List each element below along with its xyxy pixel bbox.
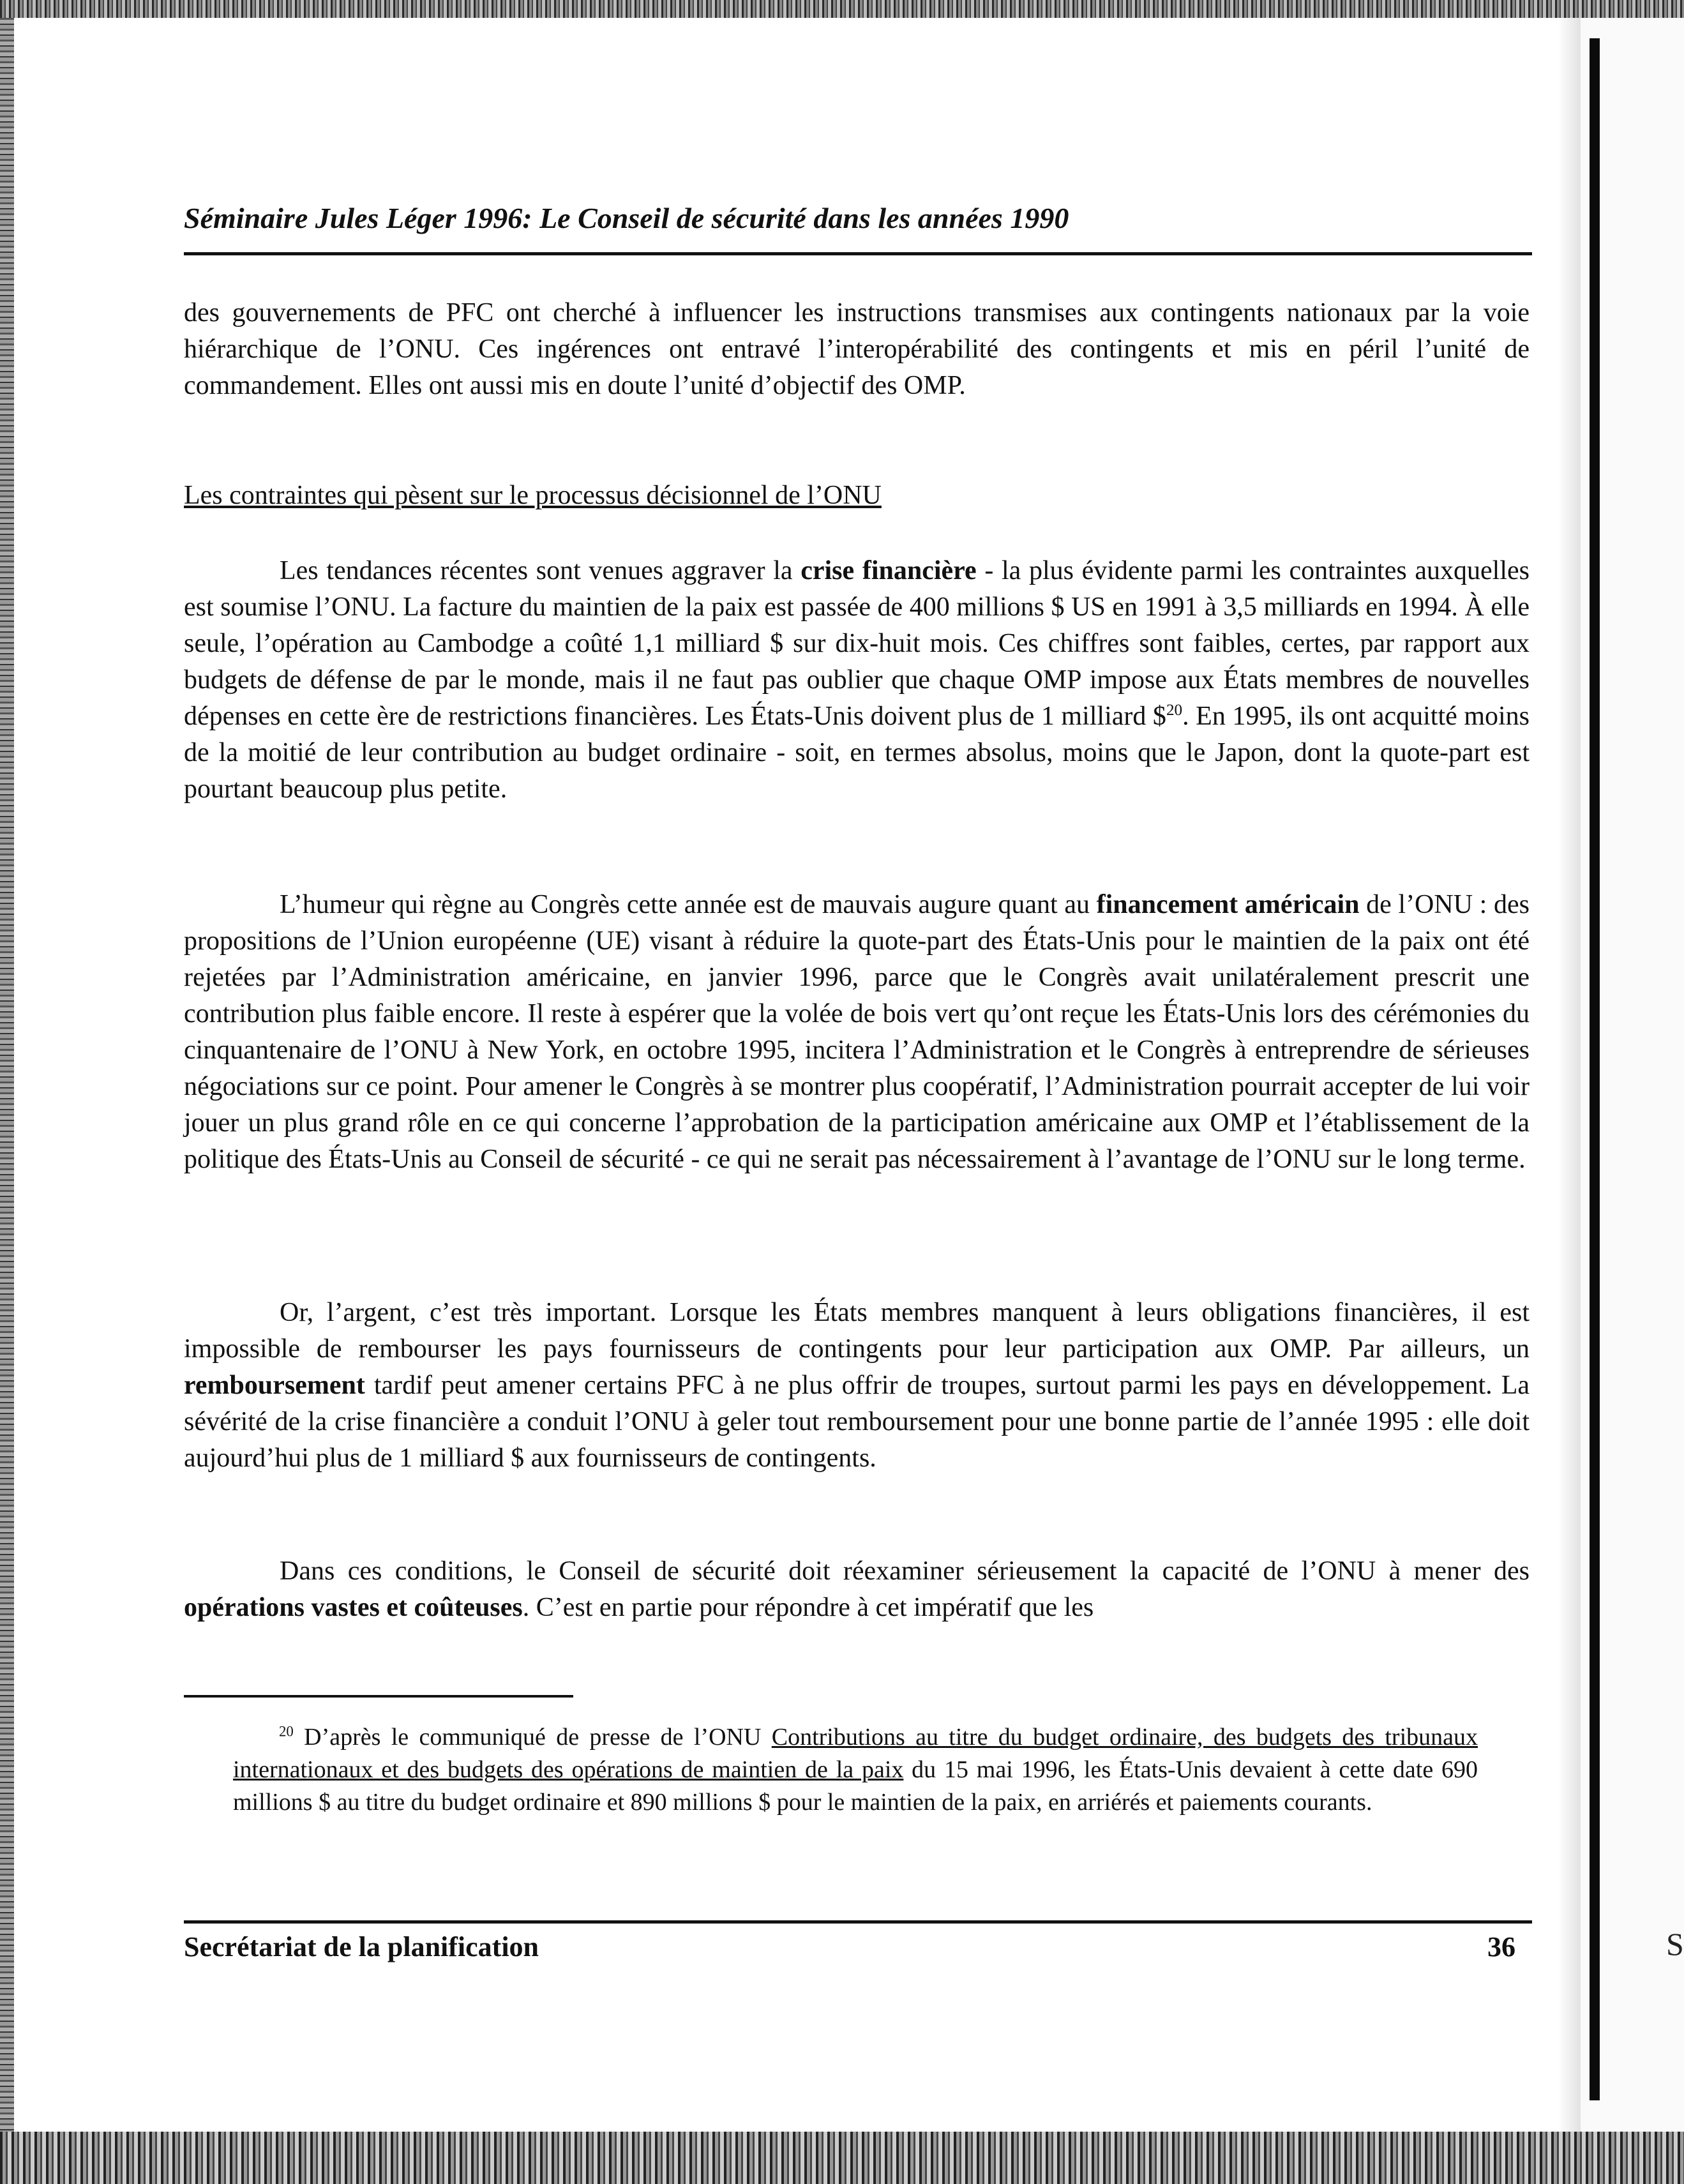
paragraph-4: Or, l’argent, c’est très important. Lorsque les États membres manquent à leurs obligations financières, il est impossible de rembourser les pays fournisseurs de contingents pour leur participation aux OMP. Par ailleurs, un remboursement tardif peut amener certains PFC à ne plus offrir de troupes, surtout parmi les pays en développement. La sévérité de la crise financière a conduit l’ONU à geler tout remboursement pour une bonne partie de l’année 1995 : elle doit aujourd’hui plus de 1 milliard $ aux fournisseurs de contingents. (184, 1298, 1530, 1473)
header-rule (184, 252, 1532, 255)
footnote-20: $^{20}$ D’après le communiqué de presse de l’ONU Contributions au titre du budget ordinaire, des budgets des tribunaux internationaux et des budgets des opérations de maintien de la paix du 15 mai 1996, les États-Unis devaient à cette date 690 millions $ au titre du budget ordinaire et 890 millions $ pour le maintien de la paix, en arriérés et paiements courants. (233, 1723, 1478, 1816)
running-header: Séminaire Jules Léger 1996: Le Conseil de sécurité dans les années 1990 (184, 202, 1069, 234)
footnote-ref: 20 (1166, 702, 1183, 719)
page-number: 36 (1487, 1931, 1515, 1962)
paragraph-5: Dans ces conditions, le Conseil de sécurité doit réexaminer sérieusement la capacité de l’ONU à mener des opérations vastes et coûteuses. C’est en partie pour répondre à cet impératif que les (184, 1556, 1530, 1622)
book-spine (1590, 38, 1600, 2100)
scan-border-left (0, 18, 14, 2132)
paragraph-3: L’humeur qui règne au Congrès cette année est de mauvais augure quant au financement américain de l’ONU : des propositions de l’Union européenne (UE) visant à réduire la quote-part des États-Unis pour le maintien de la paix ont été rejetées par l’Administration américaine, en janvier 1996, parce que le Congrès avait unilatéralement prescrit une contribution plus faible encore. Il reste à espérer que la volée de bois vert qu’ont reçue les États-Unis lors des cérémonies du cinquantenaire de l’ONU à New York, en octobre 1995, incitera l’Administration et le Congrès à entreprendre de sérieuses négociations sur ce point. Pour amener le Congrès à se montrer plus coopératif, l’Administration pourrait accepter de lui voir jouer un plus grand rôle en ce qui concerne l’approbation de la participation américaine aux OMP et l’établissement de la politique des États-Unis au Conseil de sécurité - ce qui ne serait pas nécessairement à l’avantage de l’ONU sur le long terme. (184, 890, 1530, 1174)
footnote-document-title: Contributions au titre du budget ordinaire, des budgets des tribunaux internationaux et des budgets des opérations de maintien de la paix (233, 1724, 1478, 1783)
scan-border-top (0, 0, 1684, 18)
gutter-shadow (1558, 18, 1583, 2132)
footer-title: Secrétariat de la planification (184, 1931, 539, 1962)
paragraph-1: des gouvernements de PFC ont cherché à influencer les instructions transmises aux contingents nationaux par la voie hiérarchique de l’ONU. Ces ingérences ont entravé l’interopérabilité des contingents et mis en péril l’unité de commandement. Elles ont aussi mis en doute l’unité d’objectif des OMP. (184, 298, 1530, 400)
footnote-rule (184, 1695, 573, 1698)
scan-border-bottom (0, 2132, 1684, 2184)
adjacent-page-letter: S (1666, 1926, 1684, 1962)
emphasis-crise-financiere: crise financière (801, 556, 977, 585)
paragraph-2: Les tendances récentes sont venues aggraver la crise financière - la plus évidente parmi les contraintes auxquelles est soumise l’ONU. La facture du maintien de la paix est passée de 400 millions $ US en 1991 à 3,5 milliards en 1994. À elle seule, l’opération au Cambodge a coûté 1,1 milliard $ sur dix-huit mois. Ces chiffres sont faibles, certes, par rapport aux budgets de défense de par le monde, mais il ne faut pas oublier que chaque OMP impose aux États membres de nouvelles dépenses en cette ère de restrictions financières. Les États-Unis doivent plus de 1 milliard \$$^{20}$. En 1995, ils ont acquitté moins de la moitié de leur contribution au budget ordinaire - soit, en termes absolus, moins que le Japon, dont la quote-part est pourtant beaucoup plus petite. (184, 556, 1530, 804)
emphasis-financement: financement américain (1096, 890, 1360, 919)
footer-rule (184, 1920, 1532, 1924)
emphasis-remboursement: remboursement (184, 1371, 365, 1400)
section-heading: Les contraintes qui pèsent sur le processus décisionnel de l’ONU (184, 481, 882, 510)
emphasis-operations: opérations vastes et coûteuses (184, 1593, 523, 1622)
footnote-number: 20 (279, 1723, 294, 1740)
